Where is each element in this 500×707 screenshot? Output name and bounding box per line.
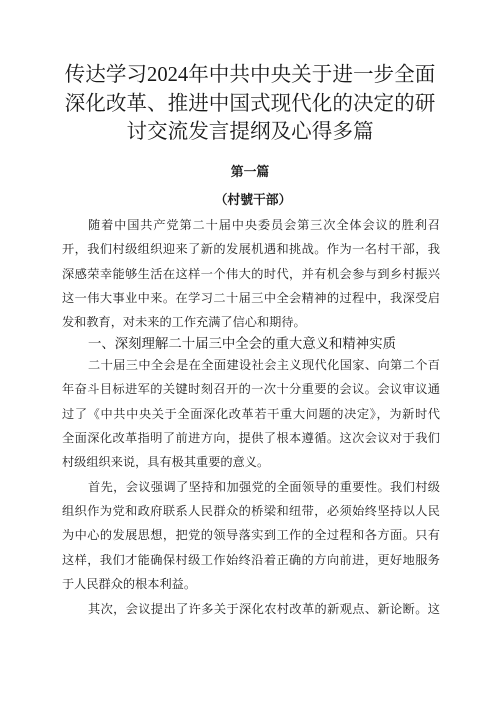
paragraph-line: 过了《中共中央关于全面深化改革若干重大问题的决定》，为新时代 bbox=[62, 406, 440, 421]
paragraph-line: 这样，我们才能确保村级工作始终沿着正确的方向前进，更好地服务 bbox=[62, 552, 440, 567]
paragraph-line: 为中心的发展思想，把党的领导落实到工作的全过程和各方面。只有 bbox=[62, 528, 440, 543]
paragraph-line: 随着中国共产党第二十届中央委员会第三次全体会议的胜利召 bbox=[88, 217, 440, 232]
section-heading: 一、深刻理解二十届三中全会的重大意义和精神实质 bbox=[88, 335, 396, 351]
title-line-3: 讨交流发言提纲及心得多篇 bbox=[126, 121, 374, 143]
paragraph-line: 于人民群众的根本利益。 bbox=[62, 577, 197, 592]
title-line-2: 深化改革、推进中国式现代化的决定的研 bbox=[64, 92, 436, 115]
paragraph-line: 年奋斗目标进军的关键时刻召开的一次十分重要的会议。会议审议通 bbox=[62, 382, 440, 397]
paragraph-first-point bbox=[62, 475, 440, 597]
title-line-1: 传达学习2024年中共中央关于进一步全面 bbox=[64, 64, 436, 86]
document-body bbox=[62, 213, 440, 621]
section-label: 第一篇 bbox=[230, 165, 270, 179]
paragraph-intro bbox=[62, 213, 440, 335]
paragraph-line: 组织作为党和政府联系人民群众的桥梁和纽带，必须始终坚持以人民 bbox=[62, 504, 440, 519]
paragraph-significance bbox=[62, 353, 440, 475]
paragraph-line: 首先，会议强调了坚持和加强党的全面领导的重要性。我们村级 bbox=[88, 479, 440, 494]
paragraph-line: 开，我们村级组织迎来了新的发展机遇和挑战。作为一名村干部，我 bbox=[62, 242, 440, 257]
section-subtitle: （村號干部） bbox=[214, 193, 292, 207]
paragraph-line: 深感荣幸能够生活在这样一个伟大的时代，并有机会参与到乡村振兴 bbox=[62, 266, 440, 281]
paragraph-line: 其次，会议提出了许多关于深化农村改革的新观点、新论断。这 bbox=[88, 601, 440, 616]
paragraph-line: 二十届三中全会是在全面建设社会主义现代化国家、向第二个百 bbox=[88, 357, 440, 372]
paragraph-line: 这一伟大事业中来。在学习二十届三中全会精神的过程中，我深受启 bbox=[62, 290, 440, 305]
paragraph-line: 村级组织来说，具有极其重要的意义。 bbox=[62, 455, 270, 470]
document-title bbox=[0, 61, 500, 147]
paragraph-line: 全面深化改革指明了前进方向，提供了根本遵循。这次会议对于我们 bbox=[62, 430, 440, 445]
paragraph-second-point bbox=[62, 597, 440, 621]
paragraph-line: 发和教育，对未来的工作充满了信心和期待。 bbox=[62, 315, 306, 330]
